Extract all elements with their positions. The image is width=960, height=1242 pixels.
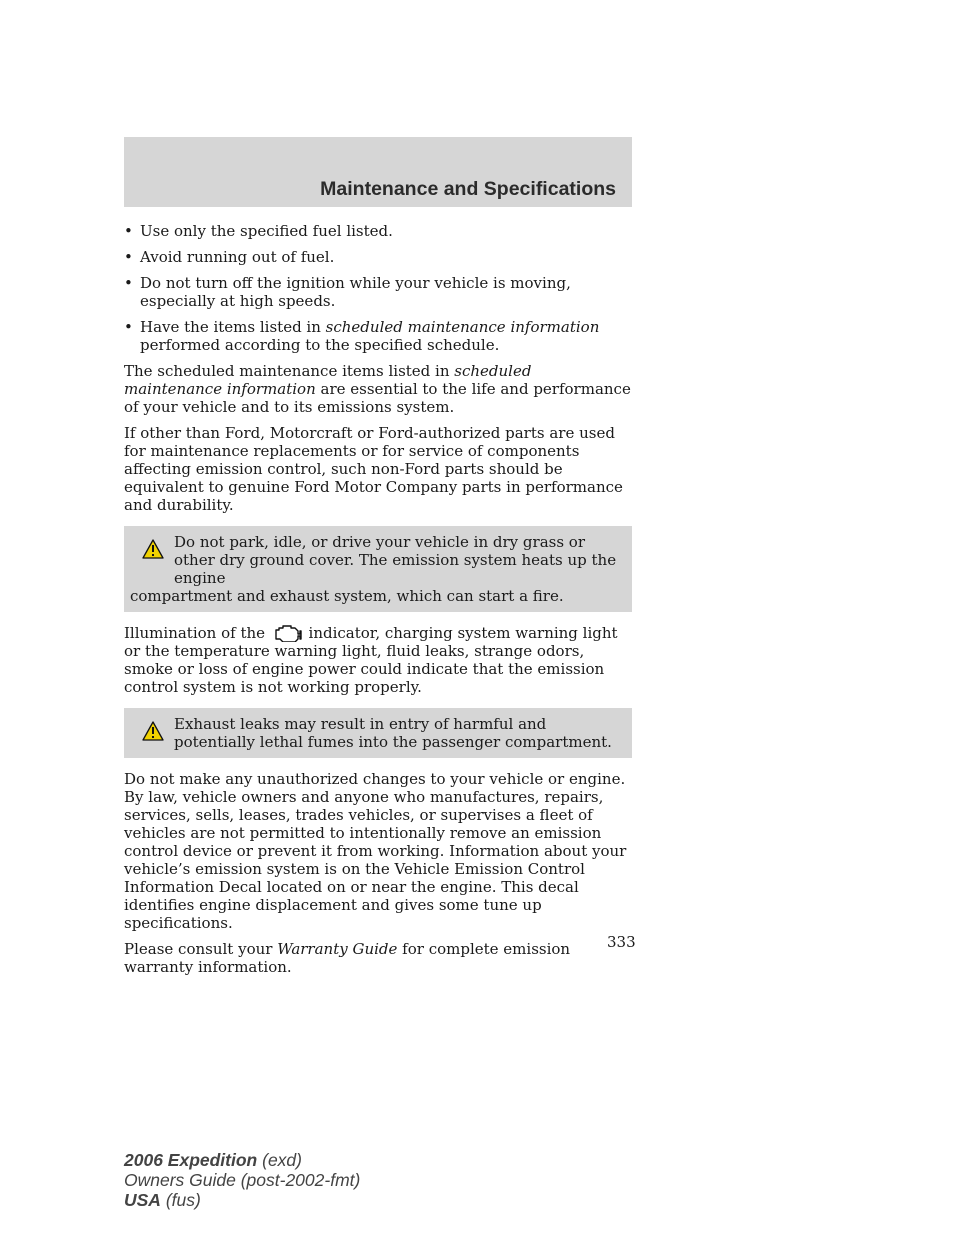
section-header-band — [124, 137, 632, 207]
bullet-icon: • — [124, 274, 133, 292]
check-engine-icon — [272, 624, 302, 642]
bullet-icon: • — [124, 222, 133, 240]
paragraph: Illumination of the indicator, charging system warning light or the temperature warning light, fluid leaks, strange odors, smoke or loss of engine power could indicate that the emission control system is not working properly. — [124, 624, 618, 696]
bullet-item: • Do not turn off the ignition while your vehicle is moving, especially at high speeds. — [124, 274, 571, 310]
warning-triangle-icon — [142, 539, 164, 559]
warning-box: Do not park, idle, or drive your vehicle in dry grass or other dry ground cover. The emission system heats up the engine compartment and exhaust system, which can start a fire. — [124, 526, 632, 612]
bullet-item: • Use only the specified fuel listed. — [124, 222, 393, 240]
bullet-item: • Avoid running out of fuel. — [124, 248, 335, 266]
page-number: 333 — [607, 933, 636, 951]
paragraph: Do not make any unauthorized changes to your vehicle or engine. By law, vehicle owners and anyone who manufactures, repairs, services, sells, leases, trades vehicles, or supervises a fleet of vehicles are not permitted to intentionally remove an emission control device or prevent it from working. Information about your vehicle’s emission system is on the Vehicle Emission Control Information Decal located on or near the engine. This decal identifies engine displacement and gives some tune up specifications. — [124, 770, 627, 932]
document-footer: 2006 Expedition (exd) Owners Guide (post-2002-fmt) USA (fus) — [124, 1150, 361, 1210]
section-title: Maintenance and Specifications — [320, 178, 616, 200]
warning-triangle-icon — [142, 721, 164, 741]
page-content — [124, 222, 632, 984]
paragraph: The scheduled maintenance items listed in scheduled maintenance information are essential to the life and performance of your vehicle and to its emissions system. — [124, 362, 631, 416]
bullet-icon: • — [124, 248, 133, 266]
paragraph: Please consult your Warranty Guide for complete emission warranty information. — [124, 940, 571, 976]
bullet-item: • Have the items listed in scheduled maintenance information performed according to the specified schedule. — [124, 318, 600, 354]
paragraph: If other than Ford, Motorcraft or Ford-authorized parts are used for maintenance replacements or for service of components affecting emission control, such non-Ford parts should be equivalent to genuine Ford Motor Company parts in performance and durability. — [124, 424, 623, 514]
bullet-icon: • — [124, 318, 133, 336]
warning-box: Exhaust leaks may result in entry of harmful and potentially lethal fumes into the passenger compartment. — [124, 708, 632, 758]
